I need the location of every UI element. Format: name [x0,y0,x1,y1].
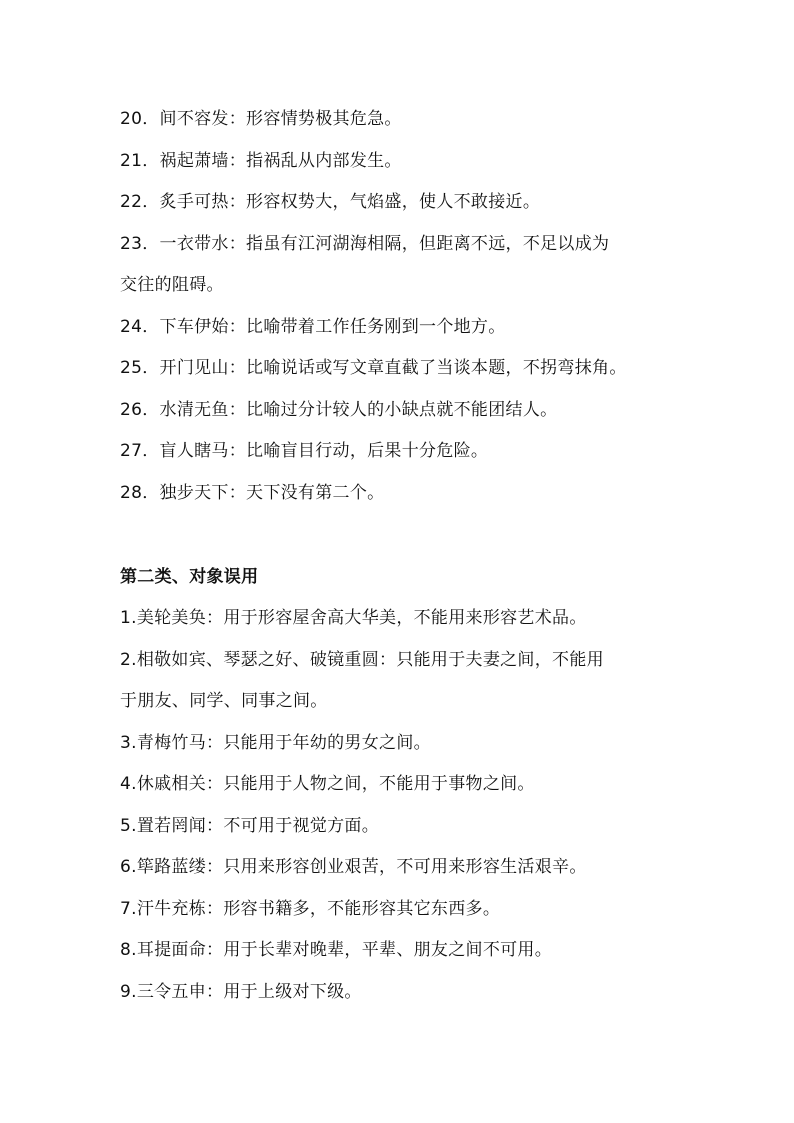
idiom-23: 23．一衣带水：指虽有江河湖海相隔，但距离不远，不足以成为 [120,234,610,254]
idiom-24: 24．下车伊始：比喻带着工作任务刚到一个地方。 [120,317,506,337]
idiom-23-continued: 交往的阻碍。 [120,275,224,295]
idiom-21: 21．祸起萧墙：指祸乱从内部发生。 [120,151,402,171]
idiom-22: 22．炙手可热：形容权势大，气焰盛，使人不敢接近。 [120,192,541,212]
misuse-item-9: 9.三令五申：用于上级对下级。 [120,982,362,1002]
misuse-item-1: 1.美轮美奂：用于形容屋舍高大华美，不能用来形容艺术品。 [120,608,587,628]
idiom-28: 28．独步天下：天下没有第二个。 [120,483,385,503]
misuse-item-6: 6.筚路蓝缕：只用来形容创业艰苦，不可用来形容生活艰辛。 [120,857,587,877]
misuse-item-2: 2.相敬如宾、琴瑟之好、破镜重圆：只能用于夫妻之间，不能用 [120,650,604,670]
misuse-item-7: 7.汗牛充栋：形容书籍多，不能形容其它东西多。 [120,899,501,919]
misuse-item-5: 5.置若罔闻：不可用于视觉方面。 [120,816,380,836]
misuse-item-8: 8.耳提面命：用于长辈对晚辈，平辈、朋友之间不可用。 [120,940,553,960]
idiom-25: 25．开门见山：比喻说话或写文章直截了当谈本题，不拐弯抹角。 [120,358,627,378]
idiom-20: 20．间不容发：形容情势极其危急。 [120,109,402,129]
idiom-27: 27．盲人瞎马：比喻盲目行动，后果十分危险。 [120,441,489,461]
section-heading: 第二类、对象误用 [120,567,259,587]
misuse-item-4: 4.休戚相关：只能用于人物之间，不能用于事物之间。 [120,774,535,794]
misuse-item-2-continued: 于朋友、同学、同事之间。 [120,691,328,711]
idiom-26: 26．水清无鱼：比喻过分计较人的小缺点就不能团结人。 [120,400,558,420]
misuse-item-3: 3.青梅竹马：只能用于年幼的男女之间。 [120,733,431,753]
